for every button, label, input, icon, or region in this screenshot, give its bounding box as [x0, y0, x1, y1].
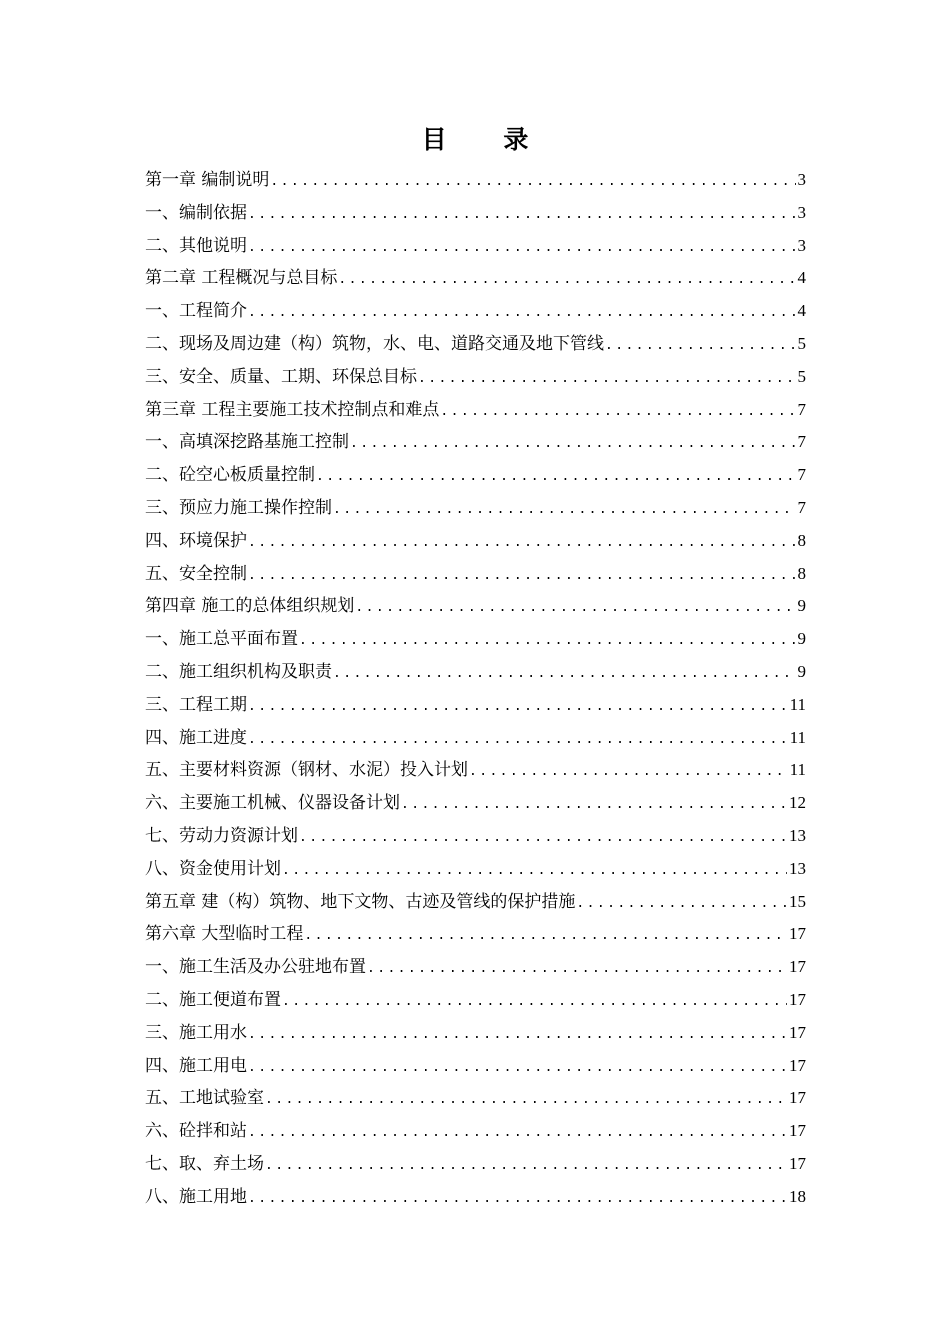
toc-dot-leader	[350, 428, 796, 461]
toc-entry-label: 四、环境保护	[145, 530, 247, 551]
toc-dot-leader	[338, 264, 795, 297]
toc-dot-leader	[367, 953, 787, 986]
toc-entry-page-number: 4	[797, 268, 806, 288]
toc-dot-leader	[299, 625, 796, 658]
toc-dot-leader	[270, 166, 795, 199]
toc-entry[interactable]	[145, 1017, 806, 1050]
toc-dot-leader	[248, 297, 796, 330]
toc-entry-label: 一、工程简介	[145, 301, 247, 322]
toc-entry-label: 一、施工生活及办公驻地布置	[145, 957, 366, 978]
toc-entry[interactable]	[145, 164, 806, 197]
toc-entry[interactable]	[145, 689, 806, 722]
toc-entry[interactable]	[145, 361, 806, 394]
toc-entry[interactable]	[145, 590, 806, 623]
toc-entry-page-number: 13	[789, 825, 806, 845]
toc-dot-leader	[401, 789, 787, 822]
toc-entry[interactable]	[145, 886, 806, 919]
toc-dot-leader	[248, 691, 788, 724]
toc-title: 目 录	[421, 125, 553, 154]
toc-dot-leader	[248, 1019, 787, 1052]
toc-entry[interactable]	[145, 787, 806, 820]
toc-entry-page-number: 18	[789, 1186, 806, 1206]
toc-entry[interactable]	[145, 722, 806, 755]
toc-dot-leader	[440, 396, 795, 429]
toc-dot-leader	[333, 658, 796, 691]
toc-dot-leader	[282, 855, 787, 888]
toc-entry-label: 三、安全、质量、工期、环保总目标	[145, 366, 417, 387]
toc-entry-label: 第二章 工程概况与总目标	[145, 268, 338, 289]
toc-entry-page-number: 9	[797, 596, 806, 616]
toc-entry-label: 二、砼空心板质量控制	[145, 465, 315, 486]
toc-entry-page-number: 7	[797, 465, 806, 485]
toc-entry-page-number: 9	[797, 661, 806, 681]
toc-dot-leader	[248, 1183, 787, 1216]
toc-dot-leader	[576, 888, 787, 921]
toc-entry-page-number: 17	[789, 1153, 806, 1173]
toc-entry-page-number: 3	[797, 235, 806, 255]
toc-entry-label: 一、施工总平面布置	[145, 629, 298, 650]
toc-entry[interactable]	[145, 262, 806, 295]
toc-entry-label: 二、现场及周边建（构）筑物，水、电、道路交通及地下管线	[145, 333, 604, 354]
toc-entry-page-number: 17	[789, 957, 806, 977]
toc-entry[interactable]	[145, 1181, 806, 1214]
toc-entry[interactable]	[145, 918, 806, 951]
toc-entry-label: 二、施工便道布置	[145, 989, 281, 1010]
toc-entry-page-number: 7	[797, 399, 806, 419]
toc-entry[interactable]	[145, 230, 806, 263]
toc-dot-leader	[605, 330, 796, 363]
toc-entry-page-number: 3	[797, 202, 806, 222]
toc-entry-label: 五、安全控制	[145, 563, 247, 584]
toc-entry-page-number: 15	[789, 891, 806, 911]
toc-entry-label: 三、施工用水	[145, 1022, 247, 1043]
toc-dot-leader	[333, 494, 796, 527]
toc-entry-label: 五、主要材料资源（钢材、水泥）投入计划	[145, 760, 468, 781]
toc-entry[interactable]	[145, 1115, 806, 1148]
toc-entry[interactable]	[145, 1050, 806, 1083]
toc-dot-leader	[248, 1117, 787, 1150]
toc-entry-label: 三、预应力施工操作控制	[145, 497, 332, 518]
toc-entry[interactable]	[145, 394, 806, 427]
toc-entry-page-number: 12	[789, 793, 806, 813]
toc-dot-leader	[469, 756, 788, 789]
toc-entry-label: 第五章 建（构）筑物、地下文物、古迹及管线的保护措施	[145, 891, 576, 912]
toc-entry-page-number: 3	[797, 170, 806, 189]
toc-dot-leader	[248, 232, 796, 265]
toc-entry-label: 七、取、弃土场	[145, 1153, 264, 1174]
toc-entry-page-number: 9	[797, 629, 806, 649]
toc-entry[interactable]	[145, 295, 806, 328]
toc-entry-label: 第三章 工程主要施工技术控制点和难点	[145, 399, 440, 420]
toc-entry[interactable]	[145, 951, 806, 984]
toc-entry-label: 一、高填深挖路基施工控制	[145, 432, 349, 453]
toc-entry[interactable]	[145, 1148, 806, 1181]
toc-entry-label: 七、劳动力资源计划	[145, 825, 298, 846]
table-of-contents	[145, 164, 806, 1214]
toc-entry-label: 八、资金使用计划	[145, 858, 281, 879]
toc-entry[interactable]	[145, 426, 806, 459]
toc-entry-label: 第一章 编制说明	[145, 170, 270, 190]
toc-dot-leader	[265, 1084, 787, 1117]
toc-dot-leader	[355, 592, 795, 625]
toc-entry[interactable]	[145, 328, 806, 361]
toc-entry-label: 四、施工用电	[145, 1055, 247, 1076]
toc-entry[interactable]	[145, 656, 806, 689]
toc-entry-label: 二、其他说明	[145, 235, 247, 256]
toc-entry-label: 四、施工进度	[145, 727, 247, 748]
toc-entry[interactable]	[145, 984, 806, 1017]
toc-entry[interactable]	[145, 492, 806, 525]
toc-entry-page-number: 5	[797, 366, 806, 386]
toc-entry-label: 二、施工组织机构及职责	[145, 661, 332, 682]
toc-dot-leader	[248, 199, 796, 232]
toc-entry-page-number: 7	[797, 497, 806, 517]
toc-entry-page-number: 11	[789, 760, 806, 780]
toc-entry[interactable]	[145, 525, 806, 558]
toc-dot-leader	[248, 527, 796, 560]
toc-dot-leader	[248, 724, 788, 757]
toc-dot-leader	[265, 1150, 787, 1183]
toc-dot-leader	[299, 822, 787, 855]
toc-entry-page-number: 7	[797, 432, 806, 452]
toc-entry[interactable]	[145, 853, 806, 886]
toc-entry-page-number: 11	[789, 727, 806, 747]
toc-entry[interactable]	[145, 623, 806, 656]
toc-entry-label: 三、工程工期	[145, 694, 247, 715]
toc-entry-page-number: 8	[797, 530, 806, 550]
toc-entry-label: 六、砼拌和站	[145, 1121, 247, 1142]
toc-entry-label: 第六章 大型临时工程	[145, 924, 304, 945]
toc-entry-page-number: 4	[797, 301, 806, 321]
toc-dot-leader	[282, 986, 787, 1019]
toc-entry-page-number: 17	[789, 989, 806, 1009]
toc-entry-page-number: 17	[789, 1088, 806, 1108]
toc-entry-label: 第四章 施工的总体组织规划	[145, 596, 355, 617]
toc-entry-page-number: 17	[789, 1022, 806, 1042]
toc-entry-page-number: 11	[789, 694, 806, 714]
toc-entry-page-number: 17	[789, 1055, 806, 1075]
toc-dot-leader	[304, 920, 787, 953]
toc-entry[interactable]	[145, 754, 806, 787]
toc-dot-leader	[248, 560, 796, 593]
toc-entry[interactable]	[145, 197, 806, 230]
toc-entry[interactable]	[145, 1082, 806, 1115]
toc-entry-page-number: 13	[789, 858, 806, 878]
toc-entry-label: 六、主要施工机械、仪器设备计划	[145, 793, 400, 814]
toc-entry-page-number: 17	[789, 924, 806, 944]
toc-dot-leader	[248, 1052, 787, 1085]
toc-entry[interactable]	[145, 459, 806, 492]
toc-dot-leader	[316, 461, 796, 494]
toc-entry-label: 五、工地试验室	[145, 1088, 264, 1109]
toc-dot-leader	[418, 363, 796, 396]
toc-entry[interactable]	[145, 820, 806, 853]
toc-entry[interactable]	[145, 558, 806, 591]
toc-entry-label: 八、施工用地	[145, 1186, 247, 1207]
toc-entry-page-number: 17	[789, 1121, 806, 1141]
toc-entry-page-number: 8	[797, 563, 806, 583]
toc-entry-page-number: 5	[797, 333, 806, 353]
toc-entry-label: 一、编制依据	[145, 202, 247, 223]
